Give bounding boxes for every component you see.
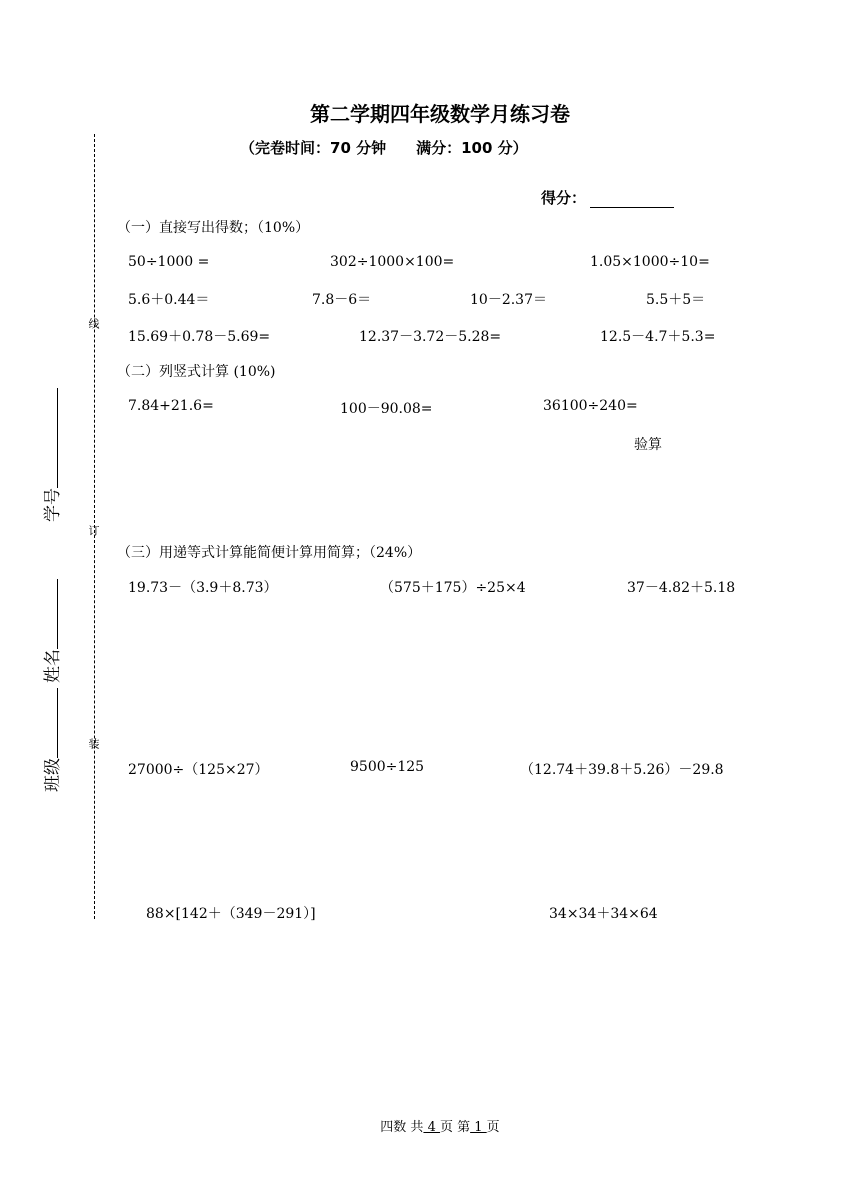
page-footer xyxy=(0,1116,860,1135)
problem: 10－2.37＝ xyxy=(470,292,547,308)
problem: 19.73－（3.9＋8.73） xyxy=(128,580,278,596)
score-label: 得分： xyxy=(541,189,587,207)
class-label: 班级 xyxy=(43,758,63,792)
binding-label-zhuang: 装 xyxy=(87,738,100,749)
problem: 302÷1000×100= xyxy=(330,254,455,270)
problem: （575＋175）÷25×4 xyxy=(380,580,526,596)
problem: 88×[142＋（349－291）] xyxy=(146,906,316,922)
section-1-heading: （一）直接写出得数；（10%） xyxy=(117,220,310,236)
score-blank[interactable] xyxy=(590,193,674,208)
problem: 5.6＋0.44＝ xyxy=(128,292,210,308)
problem: 7.84+21.6= xyxy=(128,398,214,414)
problem: 100－90.08= xyxy=(340,401,433,417)
student-name-field xyxy=(38,579,63,683)
page-title: 第二学期四年级数学月练习卷 xyxy=(310,102,570,126)
problem: 50÷1000 = xyxy=(128,254,210,270)
binding-label-ding: 订 xyxy=(87,525,100,536)
problem: 9500÷125 xyxy=(350,759,425,775)
footer-text: 页 xyxy=(486,1120,500,1135)
score-field xyxy=(541,187,674,208)
check-label: 验算 xyxy=(634,437,662,453)
problem: 12.5－4.7＋5.3= xyxy=(600,329,716,345)
class-field xyxy=(38,688,63,792)
student-number-label: 学号 xyxy=(43,488,63,522)
footer-text: 四数 共 xyxy=(380,1120,424,1135)
student-number-blank[interactable] xyxy=(41,388,58,488)
student-name-blank[interactable] xyxy=(41,579,58,649)
footer-text: 页 第 xyxy=(439,1120,471,1135)
problem: 27000÷（125×27） xyxy=(128,762,269,778)
class-blank[interactable] xyxy=(41,688,58,758)
section-3-heading: （三）用递等式计算能简便计算用简算；（24%） xyxy=(117,545,422,561)
problem: （12.74＋39.8＋5.26）－29.8 xyxy=(520,762,724,778)
problem: 5.5＋5＝ xyxy=(646,292,706,308)
problem: 37－4.82＋5.18 xyxy=(627,580,736,596)
problem: 34×34＋34×64 xyxy=(549,906,658,922)
student-number-field xyxy=(38,388,63,522)
problem: 1.05×1000÷10= xyxy=(590,254,710,270)
problem: 15.69＋0.78－5.69= xyxy=(128,329,271,345)
exam-subtitle: （完卷时间：70 分钟 满分：100 分） xyxy=(240,139,528,157)
problem: 7.8－6＝ xyxy=(312,292,372,308)
problem: 36100÷240= xyxy=(543,398,638,414)
problem: 12.37－3.72－5.28= xyxy=(359,329,502,345)
section-2-heading: （二）列竖式计算 (10%) xyxy=(117,364,276,380)
binding-label-xian: 线 xyxy=(87,318,100,329)
footer-current-page: 1 xyxy=(470,1120,487,1135)
student-name-label: 姓名 xyxy=(43,649,63,683)
footer-total-pages: 4 xyxy=(423,1120,440,1135)
